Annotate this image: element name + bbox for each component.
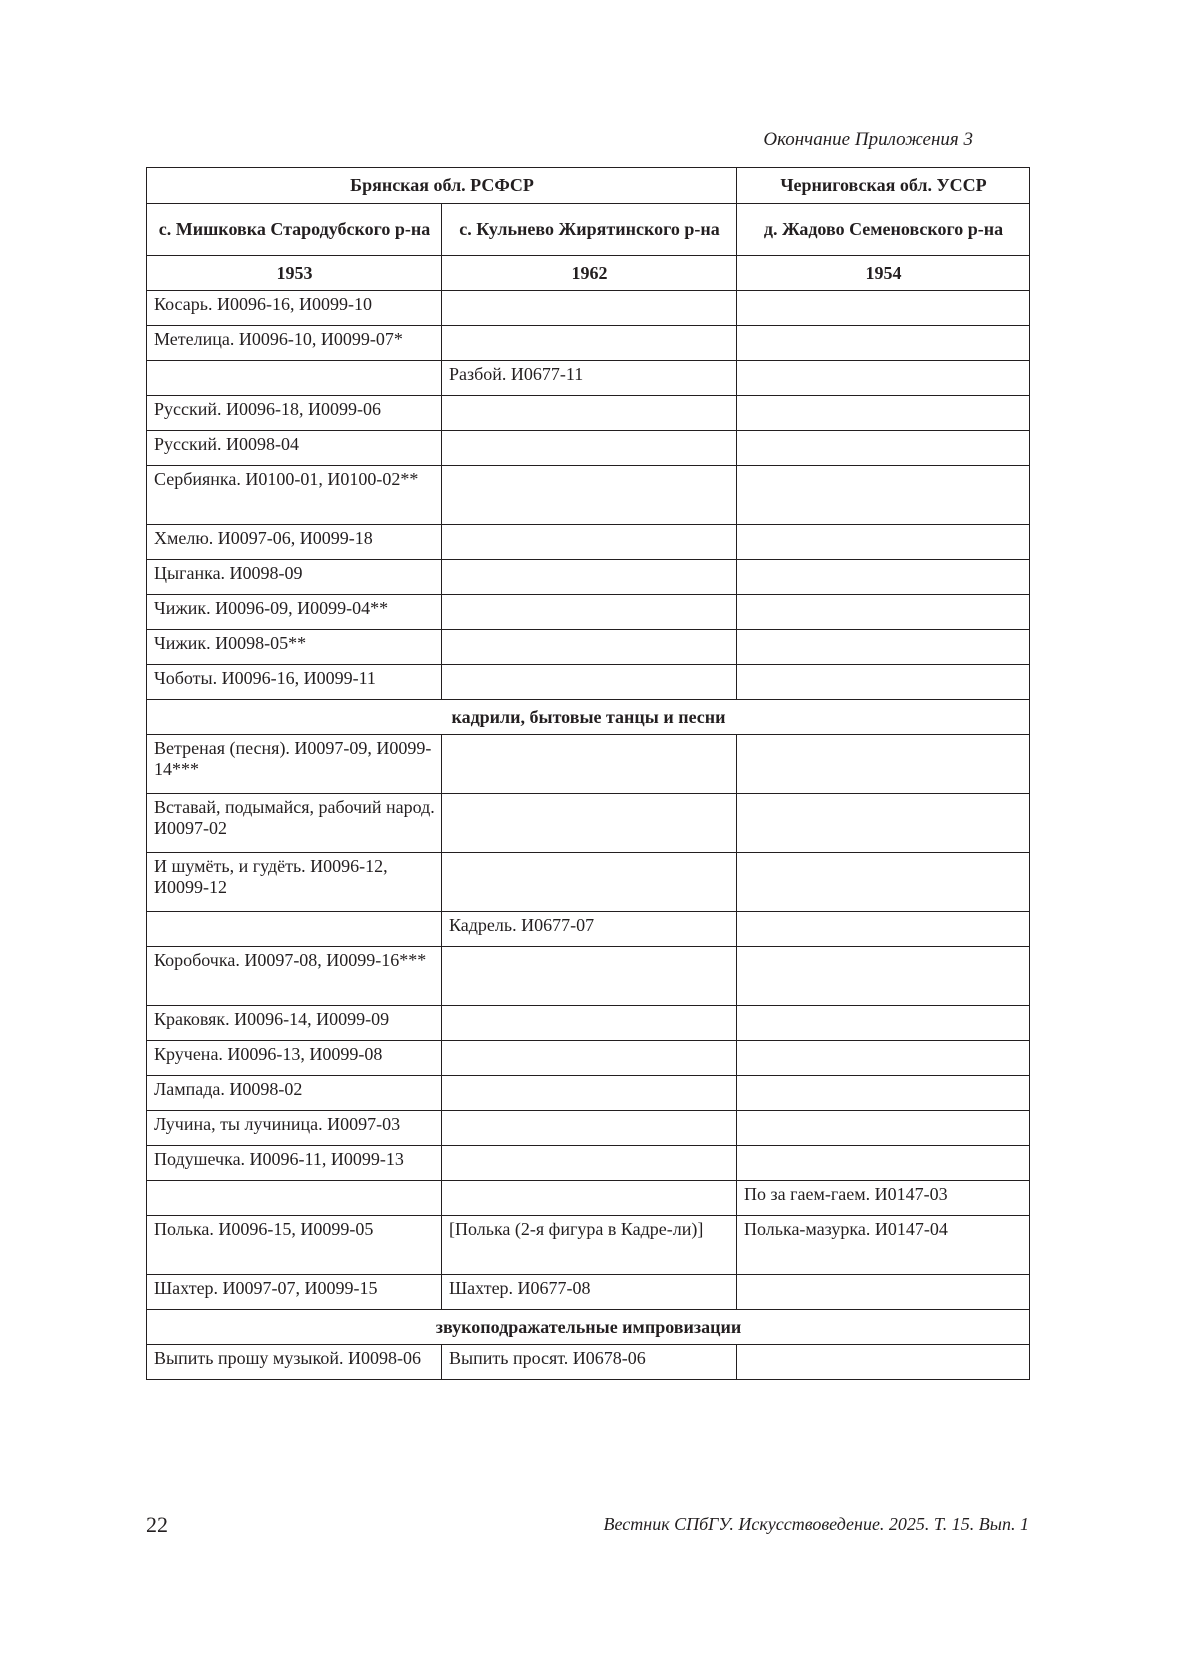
table-cell [442,431,737,466]
header-village-mishkovka: с. Мишковка Стародубского р-на [147,204,442,256]
table-row [147,1275,1030,1310]
table-cell [737,1345,1030,1380]
table-cell: Кручена. И0096-13, И0099-08 [147,1041,442,1076]
table-cell: Чижик. И0098-05** [147,630,442,665]
table-cell: Шахтер. И0677-08 [442,1275,737,1310]
table-cell [737,947,1030,1006]
table-cell [442,1006,737,1041]
table-cell: Метелица. И0096-10, И0099-07* [147,326,442,361]
table-row [147,361,1030,396]
table-cell: Краковяк. И0096-14, И0099-09 [147,1006,442,1041]
table-row [147,1111,1030,1146]
table-cell [737,431,1030,466]
table-cell [442,466,737,525]
table-cell: Русский. И0098-04 [147,431,442,466]
table-row [147,466,1030,525]
header-row-villages [147,204,1030,256]
header-region-bryansk: Брянская обл. РСФСР [147,168,737,204]
table-row [147,326,1030,361]
table-cell [737,630,1030,665]
table-cell [737,361,1030,396]
table-row [147,1006,1030,1041]
table-caption: Окончание Приложения 3 [763,129,973,150]
section-heading-improvisations: звукоподражательные импровизации [147,1310,1030,1345]
table-row [147,947,1030,1006]
appendix-table [146,167,1030,1380]
table-row [147,1181,1030,1216]
table-cell: [Полька (2-я фигура в Кадре-ли)] [442,1216,737,1275]
section-heading-kadrili-row [147,700,1030,735]
table-row [147,630,1030,665]
table-row [147,853,1030,912]
table-cell [442,560,737,595]
table-row [147,525,1030,560]
table-cell: Кадрель. И0677-07 [442,912,737,947]
header-village-zhadovo: д. Жадово Семеновского р-на [737,204,1030,256]
table-cell [442,665,737,700]
table-row [147,595,1030,630]
table-cell [147,912,442,947]
table-cell [442,794,737,853]
table-cell: Хмелю. И0097-06, И0099-18 [147,525,442,560]
table-cell: Разбой. И0677-11 [442,361,737,396]
table-cell: Коробочка. И0097-08, И0099-16*** [147,947,442,1006]
table-cell [442,735,737,794]
table-cell: Косарь. И0096-16, И0099-10 [147,291,442,326]
table-cell: Цыганка. И0098-09 [147,560,442,595]
table-cell: Шахтер. И0097-07, И0099-15 [147,1275,442,1310]
table-cell: По за гаем-гаем. И0147-03 [737,1181,1030,1216]
table-cell: Вставай, подымайся, рабочий народ. И0097-02 [147,794,442,853]
table-row [147,1146,1030,1181]
table-cell [737,735,1030,794]
header-year-1962: 1962 [442,256,737,291]
table-row [147,912,1030,947]
table-row [147,291,1030,326]
table-cell [442,396,737,431]
table-cell [147,361,442,396]
table-cell: Выпить просят. И0678-06 [442,1345,737,1380]
table-row [147,794,1030,853]
header-row-regions [147,168,1030,204]
table-row [147,1076,1030,1111]
header-year-1953: 1953 [147,256,442,291]
table-cell [737,560,1030,595]
table-cell [737,1111,1030,1146]
table-cell [737,1041,1030,1076]
table-cell [442,630,737,665]
table-cell [442,1146,737,1181]
header-row-years [147,256,1030,291]
table-row [147,1216,1030,1275]
table-cell [442,1076,737,1111]
section-heading-improvisations-row [147,1310,1030,1345]
table-row [147,1041,1030,1076]
table-cell [737,1076,1030,1111]
table-row [147,431,1030,466]
table-cell [737,1146,1030,1181]
table-cell [737,665,1030,700]
table-cell: Ветреная (песня). И0097-09, И0099-14*** [147,735,442,794]
table-cell: Сербиянка. И0100-01, И0100-02** [147,466,442,525]
table-cell [737,595,1030,630]
table-cell [442,1111,737,1146]
table-cell [442,291,737,326]
table-cell [737,794,1030,853]
table-cell [442,1181,737,1216]
table-cell [737,525,1030,560]
table-cell [737,466,1030,525]
table-cell: Полька-мазурка. И0147-04 [737,1216,1030,1275]
header-village-kulnevo: с. Кульнево Жирятинского р-на [442,204,737,256]
table-cell: И шумёть, и гудёть. И0096-12, И0099-12 [147,853,442,912]
table-cell: Выпить прошу музыкой. И0098-06 [147,1345,442,1380]
table-cell [737,1275,1030,1310]
table-cell [442,326,737,361]
table-cell [737,291,1030,326]
table-cell [442,595,737,630]
table-row [147,396,1030,431]
table-cell [442,947,737,1006]
table-cell: Русский. И0096-18, И0099-06 [147,396,442,431]
table-row [147,560,1030,595]
journal-footer: Вестник СПбГУ. Искусствоведение. 2025. Т. 15. Вып. 1 [603,1514,1029,1534]
table-cell [442,1041,737,1076]
table-row [147,735,1030,794]
table-cell: Чоботы. И0096-16, И0099-11 [147,665,442,700]
table-row [147,1345,1030,1380]
header-year-1954: 1954 [737,256,1030,291]
table-cell [737,326,1030,361]
table-cell [737,1006,1030,1041]
section-heading-kadrili: кадрили, бытовые танцы и песни [147,700,1030,735]
table-cell [737,853,1030,912]
table-cell [737,912,1030,947]
table-cell: Подушечка. И0096-11, И0099-13 [147,1146,442,1181]
table-row [147,665,1030,700]
table-cell: Полька. И0096-15, И0099-05 [147,1216,442,1275]
table-cell [442,853,737,912]
table-cell [737,396,1030,431]
table-cell: Чижик. И0096-09, И0099-04** [147,595,442,630]
table-cell: Лучина, ты лучиница. И0097-03 [147,1111,442,1146]
page-number: 22 [146,1512,168,1537]
table-cell: Лампада. И0098-02 [147,1076,442,1111]
table-cell [442,525,737,560]
table-cell [147,1181,442,1216]
header-region-chernigov: Черниговская обл. УССР [737,168,1030,204]
